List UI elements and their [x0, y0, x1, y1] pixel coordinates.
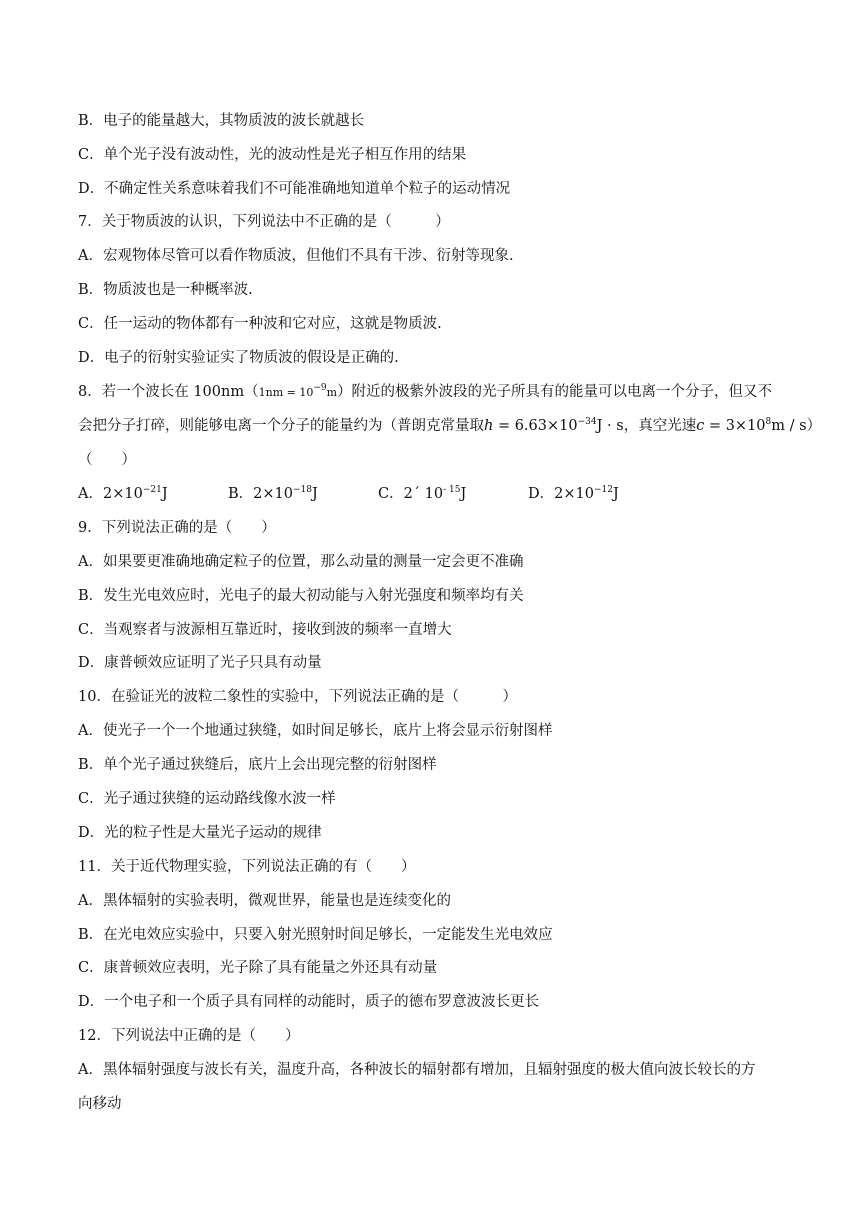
option-10d: D．光的粒子性是大量光子运动的规律	[78, 825, 322, 841]
option-7a: A．宏观物体尽管可以看作物质波，但他们不具有干涉、衍射等现象.	[78, 248, 514, 264]
option-8d-value: 2×10	[554, 486, 594, 502]
option-12a-line-1: A．黑体辐射强度与波长有关，温度升高，各种波长的辐射都有增加，且辐射强度的极大值向波长较长的方	[78, 1062, 756, 1078]
q8-c-value: = 3×10	[704, 418, 766, 434]
option-8c-unit: J	[460, 486, 467, 502]
q8-text-5: ）	[806, 418, 822, 434]
q8-h-exp: −34	[577, 417, 597, 427]
option-8a	[78, 484, 228, 506]
question-8-line-1	[78, 382, 800, 404]
question-8-options	[78, 484, 800, 506]
option-8a-unit: J	[161, 486, 168, 502]
option-10c: C．光子通过狭缝的运动路线像水波一样	[78, 791, 336, 807]
option-11b: B．在光电效应实验中，只要入射光照射时间足够长，一定能发生光电效应	[78, 927, 553, 943]
question-8-line-3: （ ）	[78, 452, 136, 468]
option-9b: B．发生光电效应时，光电子的最大初动能与入射光强度和频率均有关	[78, 588, 524, 604]
option-8d-label: D．	[528, 486, 555, 502]
option-8d-unit: J	[612, 486, 619, 502]
question-12: 12．下列说法中正确的是（ ）	[78, 1028, 300, 1044]
q8-c-exp: 8	[765, 417, 772, 427]
option-11c: C．康普顿效应表明，光子除了具有能量之外还具有动量	[78, 960, 438, 976]
question-9: 9．下列说法正确的是（ ）	[78, 520, 276, 536]
question-7: 7．关于物质波的认识，下列说法中不正确的是（ ）	[78, 214, 450, 230]
q8-h-unit: J · s	[596, 418, 624, 434]
option-8b	[228, 484, 378, 506]
option-8b-label: B．	[228, 486, 254, 502]
q8-text-1: 8．若一个波长在 100nm（	[78, 384, 259, 400]
option-8d	[528, 484, 678, 506]
q8-unit-end: m	[326, 386, 338, 399]
option-8a-value: 2×10	[102, 486, 143, 502]
q8-c-symbol: c	[696, 418, 705, 434]
q8-unit	[258, 383, 338, 399]
option-7d: D．电子的衍射实验证实了物质波的假设是正确的.	[78, 350, 399, 366]
question-10: 10．在验证光的波粒二象性的实验中，下列说法正确的是（ ）	[78, 689, 517, 705]
option-8c-value: C．2´ 10	[378, 486, 444, 502]
option-8a-label: A．	[78, 486, 103, 502]
option-8a-exp: −21	[142, 485, 162, 495]
q8-h-value: = 6.63×10	[493, 418, 578, 434]
q8-c-unit: m / s	[771, 418, 807, 434]
option-11d: D．一个电子和一个质子具有同样的动能时，质子的德布罗意波波长更长	[78, 994, 540, 1010]
option-8c	[378, 484, 528, 506]
option-6c: C．单个光子没有波动性，光的波动性是光子相互作用的结果	[78, 147, 467, 163]
option-7b: B．物质波也是一种概率波.	[78, 282, 253, 298]
option-6b: B．电子的能量越大，其物质波的波长就越长	[78, 113, 365, 129]
option-11a: A．黑体辐射的实验表明，微观世界，能量也是连续变化的	[78, 893, 451, 909]
option-8c-exp: - 15	[443, 485, 461, 495]
option-9d: D．康普顿效应证明了光子只具有动量	[78, 655, 322, 671]
question-8-line-2	[78, 416, 822, 438]
q8-text-4: ，真空光速	[623, 418, 697, 434]
option-8b-exp: −18	[292, 485, 312, 495]
q8-unit-exp: −9	[313, 383, 327, 393]
q8-text-2: ）附近的极紫外波段的光子所具有的能量可以电离一个分子，但又不	[337, 384, 773, 400]
option-8d-exp: −12	[593, 485, 613, 495]
option-8b-unit: J	[311, 486, 318, 502]
option-12a-line-2: 向移动	[78, 1096, 122, 1112]
option-9c: C．当观察者与波源相互靠近时，接收到波的频率一直增大	[78, 622, 452, 638]
option-10a: A．使光子一个一个地通过狭缝，如时间足够长，底片上将会显示衍射图样	[78, 723, 553, 739]
option-10b: B．单个光子通过狭缝后，底片上会出现完整的衍射图样	[78, 757, 437, 773]
question-11: 11．关于近代物理实验，下列说法正确的有（ ）	[78, 859, 416, 875]
q8-unit-base: 1nm = 10	[258, 386, 314, 399]
option-6d: D．不确定性关系意味着我们不可能准确地知道单个粒子的运动情况	[78, 181, 511, 197]
option-8b-value: 2×10	[253, 486, 293, 502]
q8-h-symbol: h	[484, 418, 494, 434]
q8-text-3: 会把分子打碎，则能够电离一个分子的能量约为（普朗克常量取	[78, 418, 484, 434]
option-7c: C．任一运动的物体都有一种波和它对应，这就是物质波.	[78, 316, 442, 332]
option-9a: A．如果要更准确地确定粒子的位置，那么动量的测量一定会更不准确	[78, 554, 524, 570]
